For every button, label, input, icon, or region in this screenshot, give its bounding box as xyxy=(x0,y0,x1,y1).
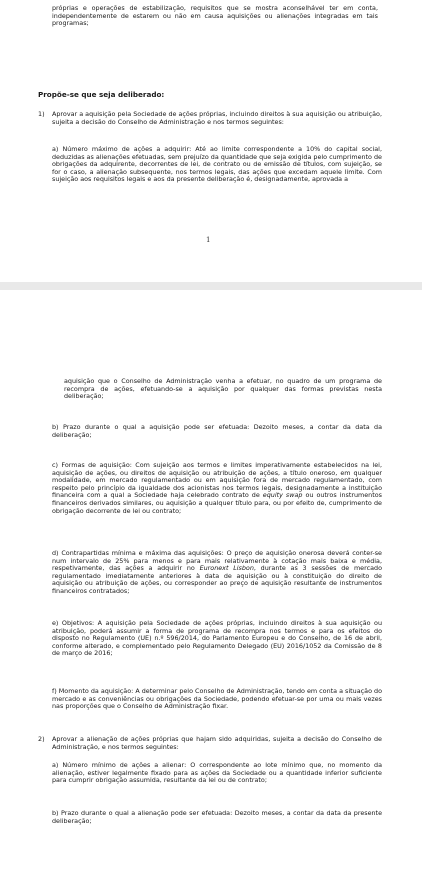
item-1d-italic: Euronext Lisbon xyxy=(199,564,254,573)
item-1f-text: f) Momento da aquisição: A determinar pelo Conselho de Administração, tendo em conta a situação do mercado e as conveniências ou obrigações da Sociedade, podendo efetuar-se por uma ou mais vezes nas proporções que o Conselho de Administração fixar. xyxy=(52,687,382,711)
item-1e-text: e) Objetivos: A aquisição pela Sociedade de ações próprias, incluindo direitos à sua aquisição ou atribuição, poderá assumir a forma de programa de recompra nos termos e para os efeitos do disposto no Regulamento (UE) n.º 596/2014, do Parlamento Europeu e do Conselho, de 16 de abril, conforme alterado, e complementado pelo Regulamento Delegado (EU) 2016/1052 da Comissão de 8 de março de 2016; xyxy=(52,619,382,658)
intro-paragraph: próprias e operações de estabilização, requisitos que se mostra aconselhável ter em conta, independentemente de estarem ou não em causa aquisições ou alienações integradas em tais programas; xyxy=(52,4,378,28)
item-1c-text: c) Formas de aquisição: Com sujeição aos termos e limites imperativamente estabelecidos na lei, aquisição de ações, ou direitos de aquisição ou atribuição de ações, a título oneroso, em qualquer modalidade, em mercado regulamentado ou em aquisição fora de mercado regulamentado, com respeito pelo princípio da igualdade dos acionistas nos termos legais, designadamente a instituição financeira com a qual a Sociedade haja celebrado contrato de equity swap ou outros instrumentos financeiros derivados similares, ou aquisição a qualquer título para, ou por efeito de, cumprimento de obrigação decorrente de lei ou contrato; xyxy=(52,461,382,515)
item-1c-italic: equity swap xyxy=(262,491,303,500)
item-2-number: 2) xyxy=(38,735,45,743)
item-1a-continuation: aquisição que o Conselho de Administração venha a efetuar, no quadro de um programa de recompra de ações, efetuando-se a aquisição por qualquer das formas previstas nesta deliberação; xyxy=(64,377,382,401)
item-1-text: Aprovar a aquisição pela Sociedade de ações próprias, incluindo direitos à sua aquisição ou atribuição, sujeita a decisão do Conselho de Administração e nos termos seguintes: xyxy=(52,110,382,126)
item-1d-text: d) Contrapartidas mínima e máxima das aquisições: O preço de aquisição onerosa deverá conter-se num intervalo de 25% para menos e para mais relativamente à cotação mais baixa e média, respetivamente, das ações a adquirir no Euronext Lisbon, durante as 3 sessões de mercado regulamentado imediatamente anteriores à data de aquisição ou à constituição do direito de aquisição ou atribuição de ações, ou corresponder ao preço de aquisição resultante de instrumentos financeiros contratados; xyxy=(52,549,382,595)
document-page-1 xyxy=(0,0,422,282)
section-heading: Propõe-se que seja deliberado: xyxy=(38,90,165,99)
page-number: 1 xyxy=(206,236,211,244)
item-1b-text: b) Prazo durante o qual a aquisição pode ser efetuada: Dezoito meses, a contar da data da deliberação; xyxy=(52,423,382,439)
document-page-2 xyxy=(0,290,422,880)
item-2b-text: b) Prazo durante o qual a alienação pode ser efetuada: Dezoito meses, a contar da data da presente deliberação; xyxy=(52,809,382,825)
item-1-number: 1) xyxy=(38,110,45,118)
item-2-text: Aprovar a alienação de ações próprias que hajam sido adquiridas, sujeita a decisão do Conselho de Administração, e nos termos seguintes: xyxy=(52,735,382,751)
item-2a-text: a) Número mínimo de ações a alienar: O correspondente ao lote mínimo que, no momento da alienação, estiver legalmente fixado para as ações da Sociedade ou a quantidade inferior suficiente para cumprir obrigação assumida, resultante da lei ou de contrato; xyxy=(52,761,382,785)
item-1a-text: a) Número máximo de ações a adquirir: Até ao limite correspondente a 10% do capital social, deduzidas as alienações efetuadas, sem prejuízo da quantidade que seja exigida pelo cumprimento de obrigações da adquirente, decorrentes de lei, de contrato ou de emissão de títulos, com sujeição, se for o caso, a alienação subsequente, nos termos legais, das ações que excedam aquele limite. Com sujeição aos requisitos legais e aos da presente deliberação é, designadamente, aprovada a xyxy=(52,145,382,184)
